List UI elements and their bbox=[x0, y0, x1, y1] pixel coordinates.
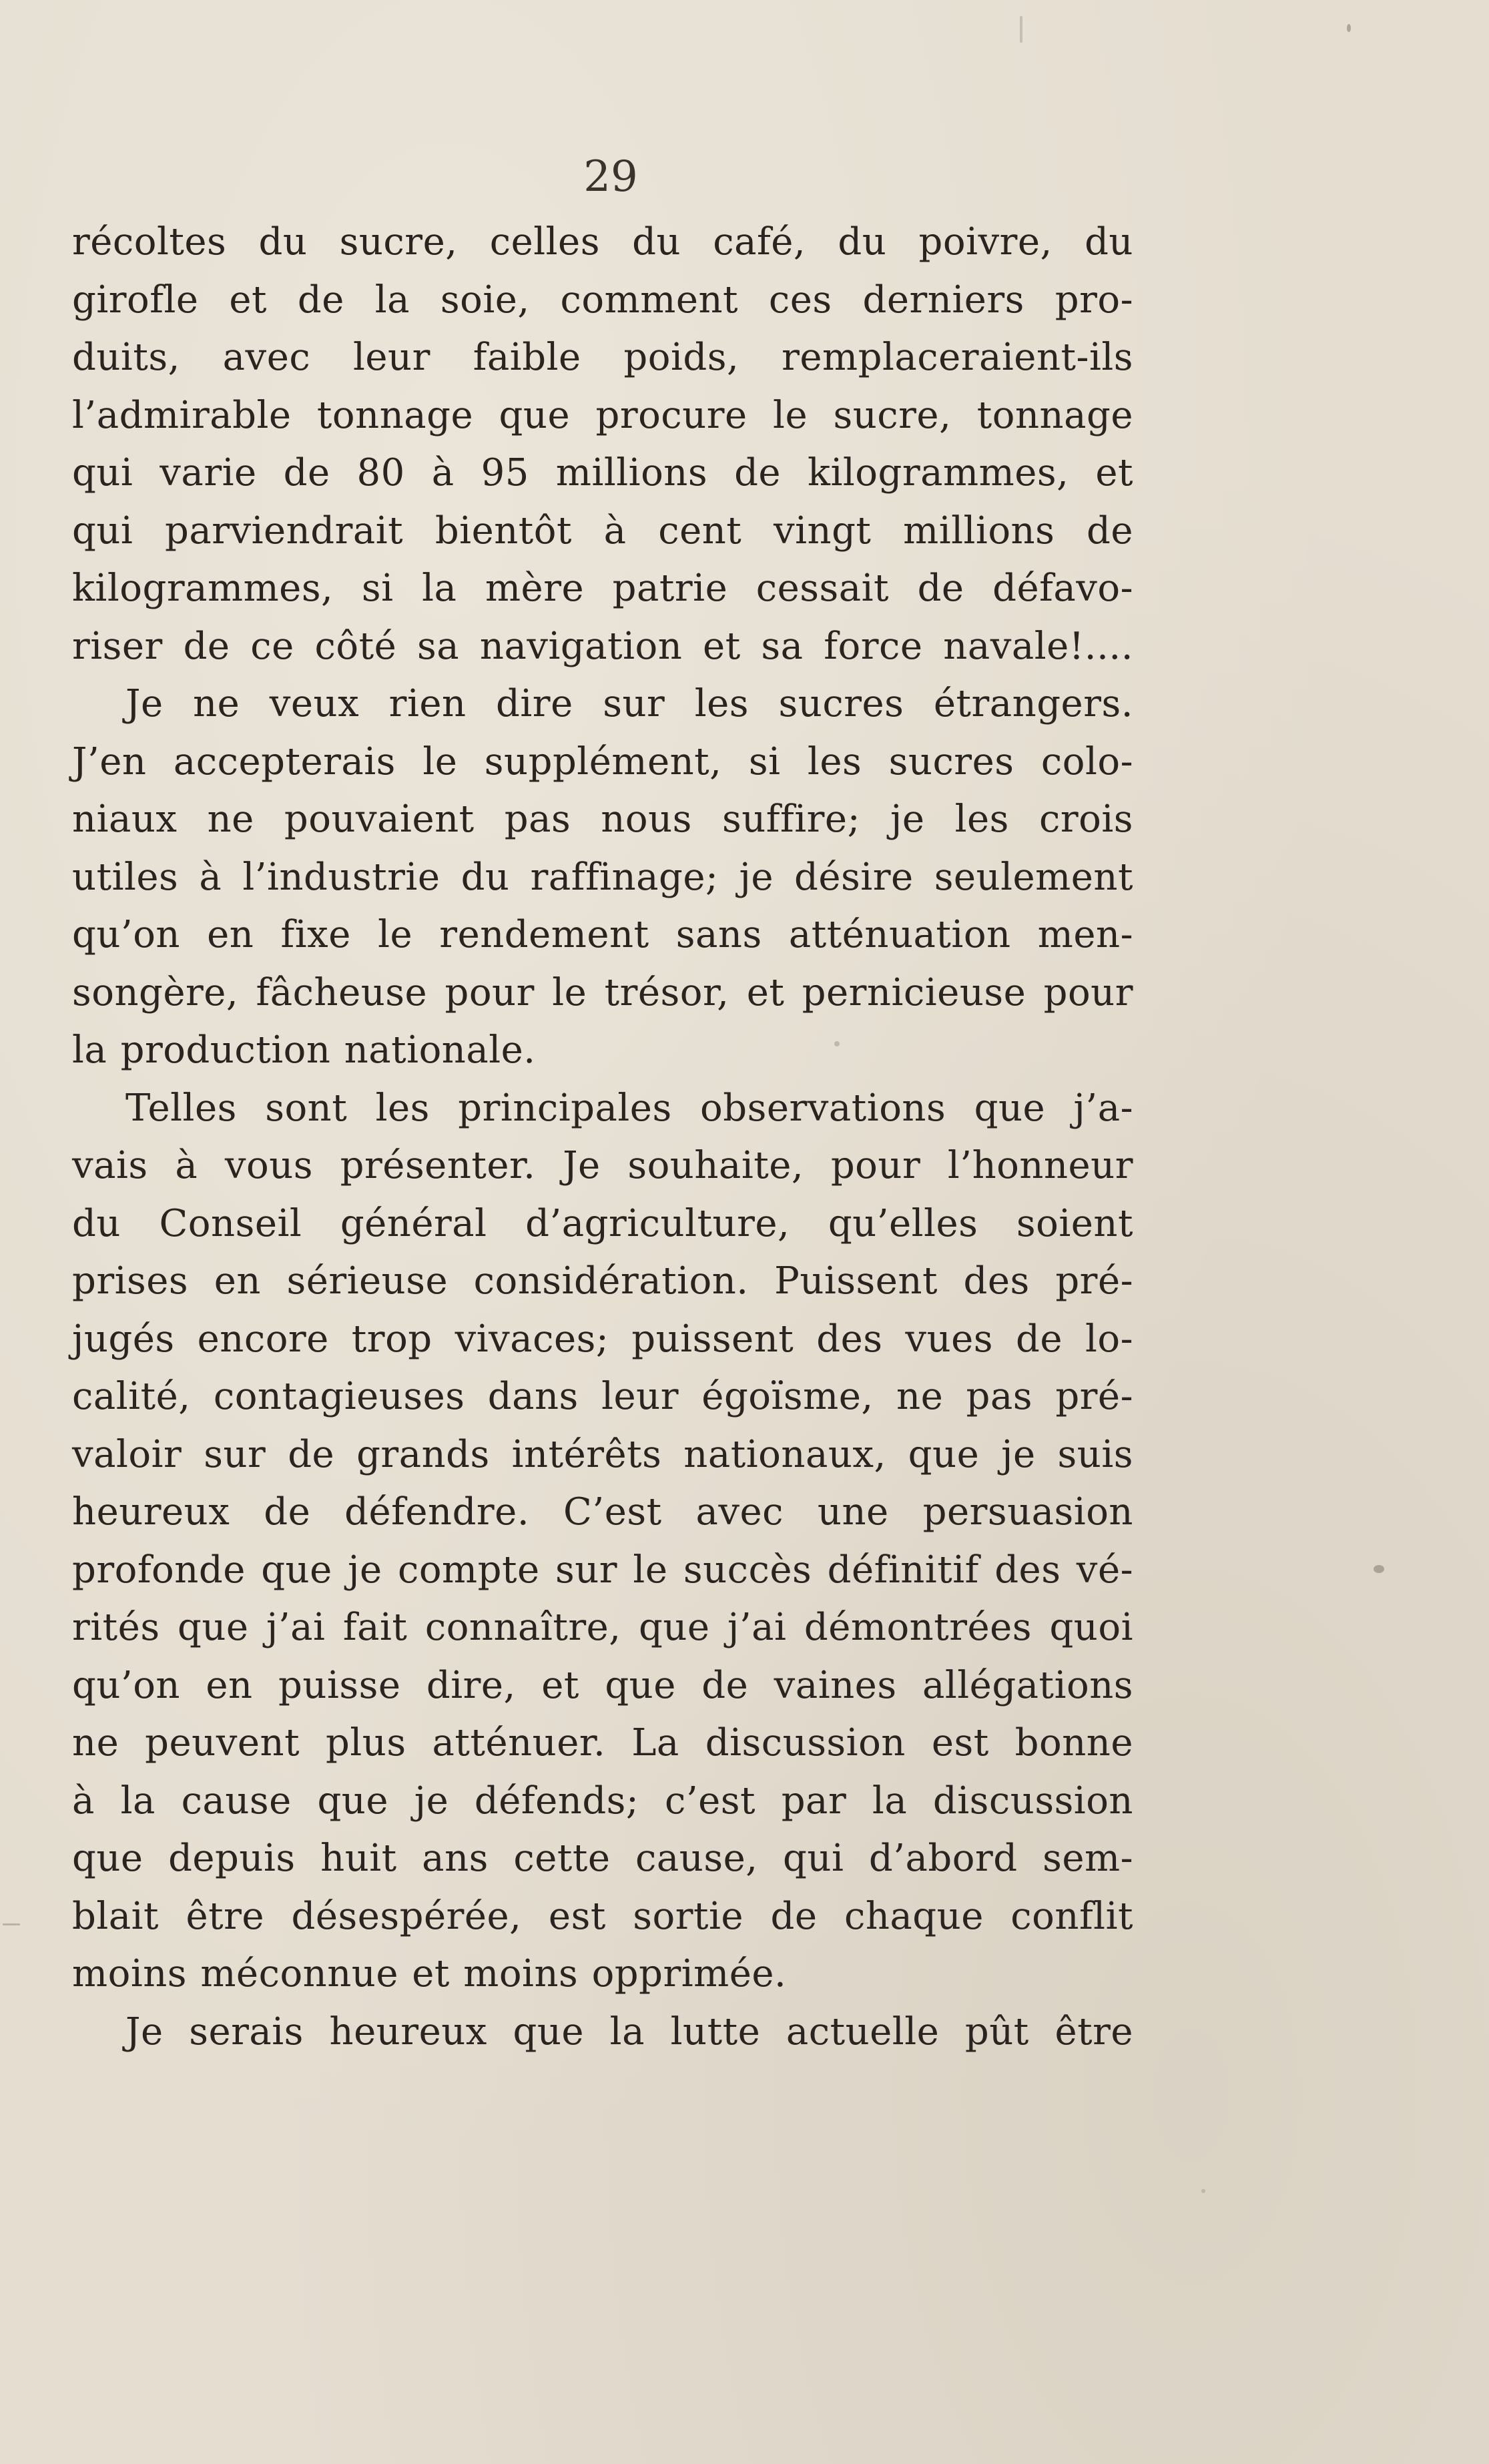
paragraph-end-line: la production nationale. bbox=[72, 1028, 536, 1072]
text-line: qu’on en puisse dire, et que de vaines allégations bbox=[72, 1663, 1133, 1707]
text-line: songère, fâcheuse pour le trésor, et pernicieuse pour bbox=[72, 970, 1133, 1014]
text-line: kilogrammes, si la mère patrie cessait de défavo- bbox=[72, 567, 1133, 610]
body-text bbox=[72, 214, 1133, 2061]
text-line: à la cause que je défends; c’est par la discussion bbox=[72, 1779, 1133, 1823]
text-line: du Conseil général d’agriculture, qu’elles soient bbox=[72, 1201, 1133, 1245]
paper-speck bbox=[1201, 2189, 1205, 2193]
text-line: duits, avec leur faible poids, remplaceraient-ils bbox=[72, 336, 1133, 379]
paper-speck bbox=[834, 1041, 840, 1046]
text-line: J’en accepterais le supplément, si les sucres colo- bbox=[72, 739, 1133, 784]
text-line: niaux ne pouvaient pas nous suffire; je les crois bbox=[72, 798, 1133, 841]
paper-speck bbox=[3, 1923, 20, 1925]
text-line: utiles à l’industrie du raffinage; je désire seulement bbox=[72, 855, 1133, 899]
text-line: l’admirable tonnage que procure le sucre, tonnage bbox=[72, 393, 1133, 437]
text-line: qu’on en fixe le rendement sans atténuation men- bbox=[72, 913, 1133, 956]
text-line: vais à vous présenter. Je souhaite, pour l’honneur bbox=[72, 1144, 1133, 1187]
paragraph-end-line: moins méconnue et moins opprimée. bbox=[72, 1952, 787, 1995]
text-line: prises en sérieuse considération. Puissent des pré- bbox=[72, 1259, 1133, 1303]
text-line: profonde que je compte sur le succès définitif des vé- bbox=[72, 1548, 1133, 1592]
text-line: qui parviendrait bientôt à cent vingt millions de bbox=[72, 509, 1133, 553]
text-line: riser de ce côté sa navigation et sa force navale!.... bbox=[72, 624, 1133, 668]
paragraph-start-line: Je ne veux rien dire sur les sucres étrangers. bbox=[125, 682, 1133, 725]
paragraph-start-line: Je serais heureux que la lutte actuelle pût être bbox=[125, 2010, 1133, 2054]
text-line: blait être désespérée, est sortie de chaque conflit bbox=[72, 1894, 1133, 1938]
paper-speck bbox=[1347, 24, 1351, 32]
text-line: ne peuvent plus atténuer. La discussion est bonne bbox=[72, 1721, 1133, 1765]
text-line: qui varie de 80 à 95 millions de kilogrammes, et bbox=[72, 451, 1133, 495]
text-line: récoltes du sucre, celles du café, du poivre, du bbox=[72, 220, 1133, 264]
text-line: girofle et de la soie, comment ces derniers pro- bbox=[72, 278, 1133, 322]
text-line: heureux de défendre. C’est avec une persuasion bbox=[72, 1490, 1133, 1534]
text-line: valoir sur de grands intérêts nationaux, que je suis bbox=[72, 1432, 1133, 1476]
paragraph-start-line: Telles sont les principales observations que j’a- bbox=[125, 1086, 1133, 1130]
text-line: jugés encore trop vivaces; puissent des vues de lo- bbox=[72, 1317, 1133, 1361]
text-line: rités que j’ai fait connaître, que j’ai démontrées quoi bbox=[72, 1606, 1133, 1649]
text-line: calité, contagieuses dans leur égoïsme, ne pas pré- bbox=[72, 1375, 1133, 1418]
page-number: 29 bbox=[583, 152, 638, 202]
paper-speck bbox=[1020, 16, 1022, 43]
paper-speck bbox=[1374, 1565, 1384, 1573]
text-line: que depuis huit ans cette cause, qui d’abord sem- bbox=[72, 1837, 1133, 1880]
